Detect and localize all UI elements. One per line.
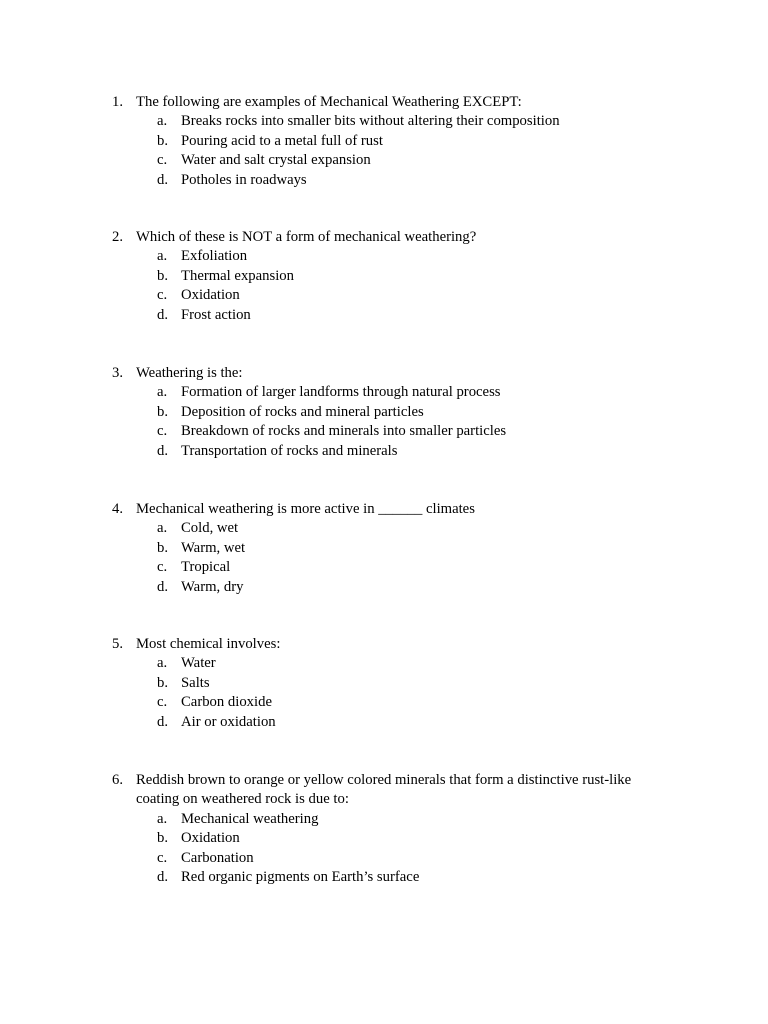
option-letter: b.	[157, 539, 169, 556]
option-text: Warm, dry	[181, 578, 244, 595]
question-4	[112, 500, 672, 597]
question-text: Weathering is the:	[136, 365, 243, 381]
option-letter: c.	[157, 152, 168, 169]
option-text: Thermal expansion	[181, 267, 294, 284]
option-letter: b.	[157, 830, 169, 847]
answer-option	[112, 383, 672, 402]
question-stem	[112, 771, 672, 810]
option-letter: a.	[157, 248, 168, 265]
option-letter: b.	[157, 132, 169, 149]
option-letter: c.	[157, 849, 168, 866]
question-5	[112, 635, 672, 732]
option-letter: d.	[157, 442, 169, 459]
option-letter: d.	[157, 713, 169, 730]
answer-option	[112, 654, 672, 673]
option-text: Deposition of rocks and mineral particles	[181, 403, 424, 420]
option-text: Mechanical weathering	[181, 810, 319, 827]
question-number: 3.	[112, 365, 124, 381]
option-text: Pouring acid to a metal full of rust	[181, 132, 383, 149]
answer-option	[112, 112, 672, 131]
option-letter: b.	[157, 267, 169, 284]
option-letter: c.	[157, 694, 168, 711]
option-text: Carbonation	[181, 849, 254, 866]
question-3	[112, 364, 672, 461]
answer-option	[112, 286, 672, 305]
answer-option	[112, 713, 672, 732]
question-2	[112, 228, 672, 325]
option-letter: c.	[157, 559, 168, 576]
answer-option	[112, 442, 672, 461]
option-letter: a.	[157, 113, 168, 130]
option-letter: d.	[157, 578, 169, 595]
answer-option	[112, 247, 672, 266]
answer-option	[112, 422, 672, 441]
answer-option	[112, 403, 672, 422]
option-text: Oxidation	[181, 287, 240, 304]
option-text: Red organic pigments on Earth’s surface	[181, 869, 420, 886]
question-stem	[112, 228, 672, 247]
option-letter: d.	[157, 171, 169, 188]
option-letter: c.	[157, 423, 168, 440]
answer-option	[112, 693, 672, 712]
answer-option	[112, 519, 672, 538]
question-text: Reddish brown to orange or yellow colored minerals that form a distinctive rust-like coating on weathered rock is due to:	[136, 772, 632, 808]
option-letter: c.	[157, 287, 168, 304]
answer-option	[112, 674, 672, 693]
option-text: Transportation of rocks and minerals	[181, 442, 398, 459]
answer-option	[112, 267, 672, 286]
option-letter: b.	[157, 403, 169, 420]
option-text: Potholes in roadways	[181, 171, 307, 188]
answer-option	[112, 539, 672, 558]
option-text: Water	[181, 655, 216, 672]
answer-option	[112, 151, 672, 170]
question-stem	[112, 635, 672, 654]
option-letter: d.	[157, 306, 169, 323]
option-letter: a.	[157, 655, 168, 672]
answer-option	[112, 171, 672, 190]
question-number: 4.	[112, 501, 124, 517]
question-number: 1.	[112, 94, 124, 110]
option-letter: d.	[157, 869, 169, 886]
answer-option	[112, 868, 672, 887]
option-text: Oxidation	[181, 830, 240, 847]
answer-option	[112, 558, 672, 577]
answer-option	[112, 810, 672, 829]
question-number: 5.	[112, 636, 124, 652]
question-text: Most chemical involves:	[136, 636, 281, 652]
option-text: Salts	[181, 674, 210, 691]
question-stem	[112, 364, 672, 383]
option-text: Carbon dioxide	[181, 694, 272, 711]
option-letter: a.	[157, 520, 168, 537]
question-text: Which of these is NOT a form of mechanical weathering?	[136, 229, 477, 245]
question-6	[112, 771, 672, 887]
answer-option	[112, 849, 672, 868]
question-stem	[112, 500, 672, 519]
question-text: Mechanical weathering is more active in ______ climates	[136, 501, 475, 517]
question-1	[112, 93, 672, 190]
option-text: Water and salt crystal expansion	[181, 152, 371, 169]
answer-option	[112, 829, 672, 848]
option-letter: a.	[157, 810, 168, 827]
option-text: Tropical	[181, 559, 231, 576]
answer-option	[112, 306, 672, 325]
option-letter: a.	[157, 384, 168, 401]
question-number: 2.	[112, 229, 124, 245]
option-text: Breaks rocks into smaller bits without altering their composition	[181, 113, 560, 130]
option-text: Air or oxidation	[181, 713, 276, 730]
answer-option	[112, 578, 672, 597]
option-text: Warm, wet	[181, 539, 246, 556]
question-stem	[112, 93, 672, 112]
option-text: Formation of larger landforms through natural process	[181, 384, 501, 401]
question-text: The following are examples of Mechanical Weathering EXCEPT:	[136, 94, 522, 110]
option-text: Breakdown of rocks and minerals into smaller particles	[181, 423, 507, 440]
answer-option	[112, 132, 672, 151]
question-number: 6.	[112, 772, 124, 788]
option-text: Cold, wet	[181, 520, 239, 537]
option-text: Frost action	[181, 306, 251, 323]
option-letter: b.	[157, 674, 169, 691]
option-text: Exfoliation	[181, 248, 248, 265]
